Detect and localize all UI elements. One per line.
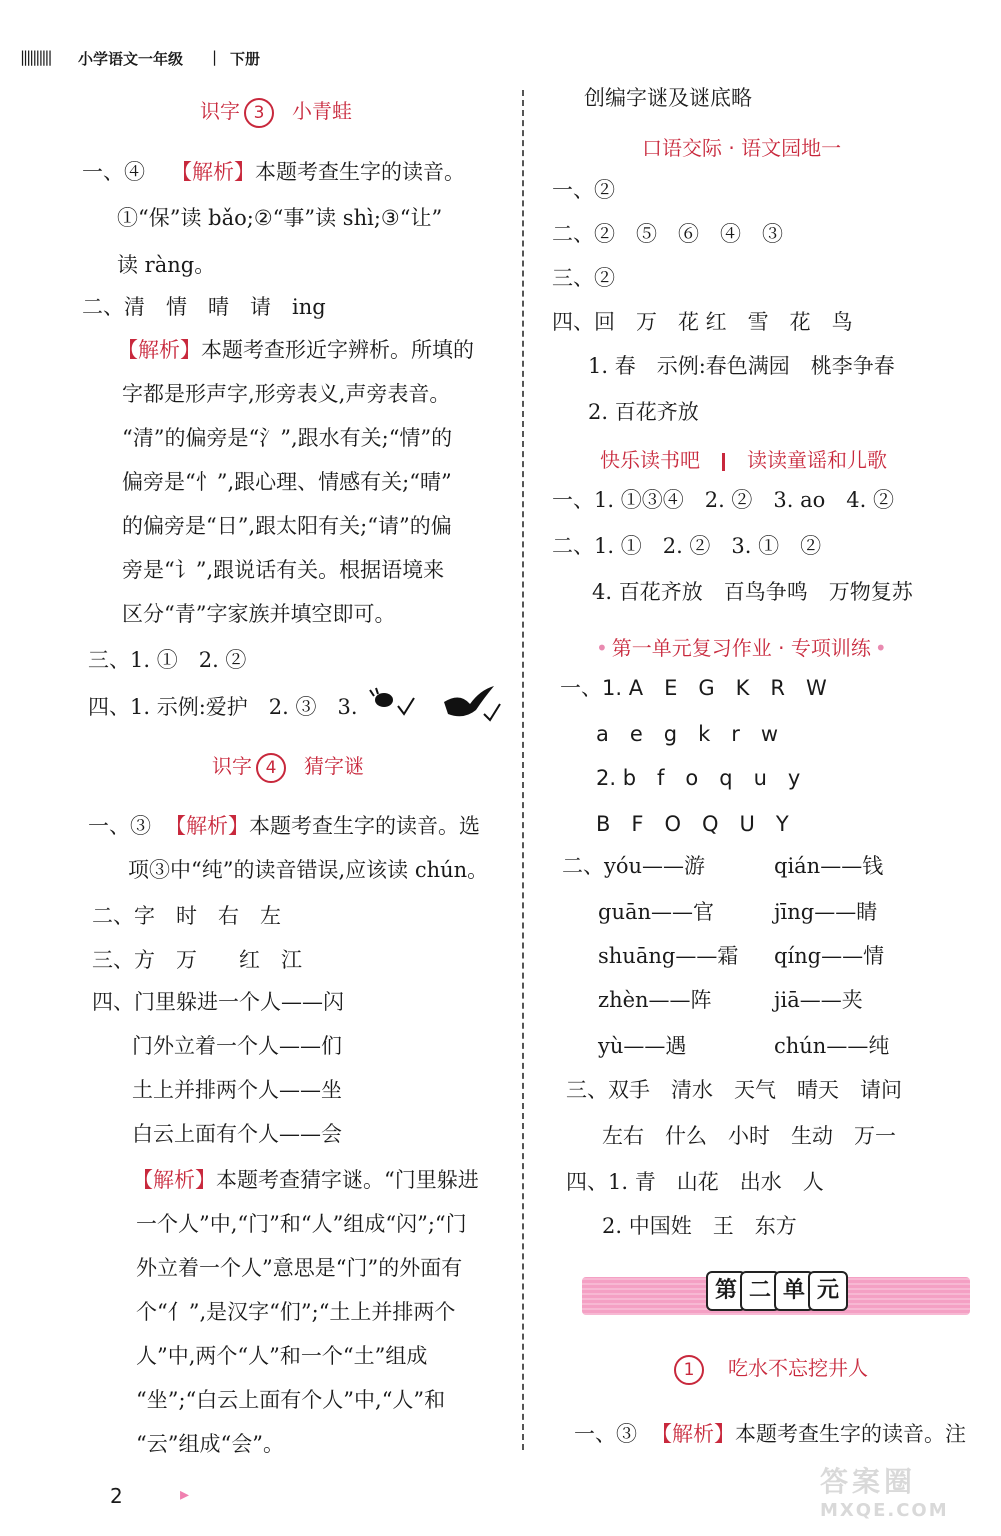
section-heading-reading: 快乐读书吧 读读童谣和儿歌 (600, 448, 887, 472)
answer-line: 偏旁是“忄”,跟心理、情感有关;“晴” (122, 470, 452, 494)
answer-line: “坐”;“白云上面有个人”中,“人”和 (136, 1388, 446, 1412)
unit-title-char: 元 (808, 1271, 848, 1311)
answer-line: 【解析】本题考查形近字辨析。所填的 (117, 338, 474, 362)
answer-line: 一、③ 【解析】本题考查生字的读音。选 (88, 814, 480, 838)
answer-line: 2. 百花齐放 (588, 400, 699, 424)
section-number: 3 (244, 98, 274, 128)
unit-title-char: 单 (774, 1271, 814, 1311)
answer-line: yù——遇 (598, 1034, 687, 1058)
answer-line: B F O Q U Y (596, 812, 789, 836)
answer-line: “云”组成“会”。 (136, 1432, 284, 1456)
answer-line: 左右 什么 小时 生动 万一 (602, 1124, 896, 1148)
answer-line: 4. 百花齐放 百鸟争鸣 万物复苏 (592, 580, 913, 604)
insect-drawing-icon (368, 686, 418, 720)
section-number: 4 (256, 753, 286, 783)
header-separator: | (212, 48, 218, 66)
answer-line: 三、双手 清水 天气 晴天 请问 (566, 1078, 902, 1102)
answer-line: 一个人”中,“门”和“人”组成“闪”;“门 (136, 1212, 467, 1236)
section-heading-review: • 第一单元复习作业 · 专项训练 • (596, 636, 887, 660)
answer-line: 项③中“纯”的读音错误,应该读 chún。 (128, 858, 489, 882)
answer-line: 一、1. ①③④ 2. ② 3. ao 4. ② (552, 488, 895, 512)
unit-title-char: 二 (740, 1271, 780, 1311)
header-title: 小学语文一年级 (78, 50, 184, 68)
answer-line: “清”的偏旁是“氵”,跟水有关;“情”的 (122, 426, 453, 450)
section-heading-3: 识字 3 小青蛙 (200, 95, 352, 128)
page-arrow-icon: ▸ (180, 1484, 190, 1505)
answer-line: 区分“青”字家族并填空即可。 (122, 602, 396, 626)
section-number: 1 (674, 1355, 704, 1385)
answer-line: 创编字谜及谜底略 (584, 86, 752, 110)
answer-line: jiā——夹 (774, 988, 863, 1012)
answer-line: 四、1. 示例:爱护 2. ③ 3. (88, 695, 358, 719)
answer-line: 的偏旁是“日”,跟太阳有关;“请”的偏 (122, 514, 452, 538)
answer-line: jīng——睛 (774, 900, 878, 924)
answer-line: 二、字 时 右 左 (92, 904, 281, 928)
section-heading-speaking: 口语交际 · 语文园地一 (642, 136, 842, 160)
answer-line: 二、1. ① 2. ② 3. ① ② (552, 534, 822, 558)
answer-line: ①“保”读 bǎo;②“事”读 shì;③“让” (117, 206, 443, 230)
swallow-drawing-icon (440, 684, 504, 724)
answer-line: chún——纯 (774, 1034, 890, 1058)
answer-line: 三、方 万 红 江 (92, 948, 302, 972)
answer-line: 2. 中国姓 王 东方 (602, 1214, 797, 1238)
answer-line: 个“亻”,是汉字“们”;“土上并排两个 (136, 1300, 456, 1324)
answer-line: 外立着一个人”意思是“门”的外面有 (136, 1256, 463, 1280)
answer-line: 三、1. ① 2. ② (88, 648, 247, 672)
answer-line: 读 ràng。 (117, 253, 216, 277)
answer-line: 白云上面有个人——会 (132, 1122, 342, 1146)
watermark-logo: 答案圈 MXQE.COM (820, 1465, 949, 1521)
barcode-mark: |||||||||| (20, 48, 51, 66)
answer-line: shuāng——霜 (598, 944, 739, 968)
answer-line: qián——钱 (774, 854, 884, 878)
answer-line: 四、1. 青 山花 出水 人 (566, 1170, 824, 1194)
answer-line: 一、1. A E G K R W (560, 676, 827, 700)
column-divider (522, 90, 524, 1450)
answer-line: 门外立着一个人——们 (132, 1034, 342, 1058)
answer-line: 一、④ 【解析】本题考查生字的读音。 (82, 160, 465, 184)
section-heading-4: 识字 4 猜字谜 (212, 750, 364, 783)
unit-title-char: 第 (706, 1271, 746, 1311)
answer-line: 一、③ 【解析】本题考查生字的读音。注 (574, 1422, 966, 1446)
answer-line: 二、yóu——游 (562, 854, 706, 878)
answer-line: 二、② ⑤ ⑥ ④ ③ (552, 222, 783, 246)
header-volume: 下册 (230, 50, 261, 68)
page-number: 2 (110, 1484, 123, 1508)
answer-line: 土上并排两个人——坐 (132, 1078, 342, 1102)
answer-line: 一、② (552, 178, 615, 202)
answer-line: 二、清 情 晴 请 ing (82, 295, 326, 319)
answer-line: qíng——情 (774, 944, 885, 968)
section-heading-lesson-1: 1 吃水不忘挖井人 (670, 1352, 868, 1385)
answer-line: 人”中,两个“人”和一个“土”组成 (136, 1344, 428, 1368)
answer-line: 三、② (552, 266, 615, 290)
answer-line: 旁是“讠”,跟说话有关。根据语境来 (122, 558, 445, 582)
answer-line: 【解析】本题考查猜字谜。“门里躲进 (132, 1168, 479, 1192)
answer-line: 四、门里躲进一个人——闪 (92, 990, 344, 1014)
answer-line: 字都是形声字,形旁表义,声旁表音。 (122, 382, 451, 406)
answer-line: guān——官 (598, 900, 715, 924)
answer-line: 1. 春 示例:春色满园 桃李争春 (588, 354, 895, 378)
answer-line: 2. b f o q u y (596, 766, 801, 790)
answer-line: 四、回 万 花 红 雪 花 鸟 (552, 310, 853, 334)
answer-line: zhèn——阵 (598, 988, 712, 1012)
answer-line: a e g k r w (596, 722, 779, 746)
